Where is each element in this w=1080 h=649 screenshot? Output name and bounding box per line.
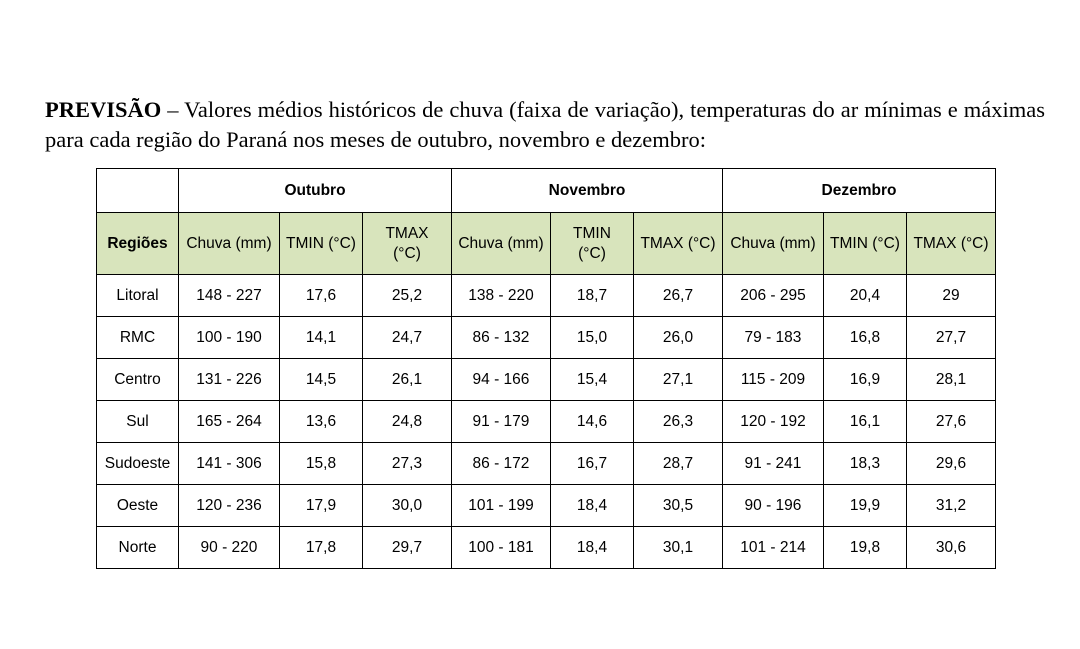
tmax-cell: 26,7 (634, 275, 723, 317)
tmin-cell: 16,9 (824, 359, 907, 401)
tmax-cell: 30,5 (634, 485, 723, 527)
chuva-cell: 90 - 196 (723, 485, 824, 527)
chuva-cell: 79 - 183 (723, 317, 824, 359)
table-row (97, 443, 996, 485)
chuva-cell: 94 - 166 (452, 359, 551, 401)
region-cell: Oeste (97, 485, 179, 527)
month-header-outubro: Outubro (179, 169, 452, 213)
table-row (97, 401, 996, 443)
tmax-cell: 25,2 (363, 275, 452, 317)
tmax-cell: 30,6 (907, 527, 996, 569)
tmax-cell: 27,3 (363, 443, 452, 485)
tmax-cell: 29 (907, 275, 996, 317)
chuva-cell: 91 - 241 (723, 443, 824, 485)
tmax-cell: 28,7 (634, 443, 723, 485)
tmin-cell: 14,5 (280, 359, 363, 401)
intro-text: – Valores médios históricos de chuva (faixa de variação), temperaturas do ar mínimas e máximas para cada região do Paraná nos meses de outubro, novembro e dezembro: (45, 96, 1045, 152)
column-header-row (97, 213, 996, 275)
tmin-cell: 18,4 (551, 527, 634, 569)
region-cell: Litoral (97, 275, 179, 317)
chuva-cell: 86 - 132 (452, 317, 551, 359)
chuva-cell: 101 - 199 (452, 485, 551, 527)
table-row (97, 359, 996, 401)
col-header-tmin: TMIN (°C) (551, 213, 634, 275)
region-cell: Sul (97, 401, 179, 443)
tmax-cell: 29,7 (363, 527, 452, 569)
tmax-cell: 24,8 (363, 401, 452, 443)
tmax-cell: 27,7 (907, 317, 996, 359)
region-cell: Sudoeste (97, 443, 179, 485)
col-header-tmin: TMIN (°C) (824, 213, 907, 275)
tmax-cell: 24,7 (363, 317, 452, 359)
col-header-tmax: TMAX (°C) (907, 213, 996, 275)
region-cell: Norte (97, 527, 179, 569)
chuva-cell: 138 - 220 (452, 275, 551, 317)
table-row (97, 485, 996, 527)
tmin-cell: 17,8 (280, 527, 363, 569)
tmin-cell: 14,1 (280, 317, 363, 359)
tmax-cell: 27,1 (634, 359, 723, 401)
month-header-row (97, 169, 996, 213)
tmin-cell: 16,1 (824, 401, 907, 443)
region-cell: RMC (97, 317, 179, 359)
regions-header: Regiões (97, 213, 179, 275)
chuva-cell: 120 - 236 (179, 485, 280, 527)
chuva-cell: 115 - 209 (723, 359, 824, 401)
month-header-dezembro: Dezembro (723, 169, 996, 213)
chuva-cell: 86 - 172 (452, 443, 551, 485)
chuva-cell: 101 - 214 (723, 527, 824, 569)
tmax-cell: 26,3 (634, 401, 723, 443)
chuva-cell: 165 - 264 (179, 401, 280, 443)
tmin-cell: 18,7 (551, 275, 634, 317)
tmax-cell: 26,0 (634, 317, 723, 359)
tmax-cell: 26,1 (363, 359, 452, 401)
chuva-cell: 148 - 227 (179, 275, 280, 317)
tmin-cell: 19,8 (824, 527, 907, 569)
table-row (97, 317, 996, 359)
table-row (97, 275, 996, 317)
intro-lead: PREVISÃO (45, 96, 162, 122)
tmax-cell: 28,1 (907, 359, 996, 401)
chuva-cell: 120 - 192 (723, 401, 824, 443)
tmin-cell: 14,6 (551, 401, 634, 443)
chuva-cell: 131 - 226 (179, 359, 280, 401)
table-row (97, 527, 996, 569)
chuva-cell: 100 - 190 (179, 317, 280, 359)
col-header-chuva: Chuva (mm) (723, 213, 824, 275)
corner-cell (97, 169, 179, 213)
region-cell: Centro (97, 359, 179, 401)
chuva-cell: 91 - 179 (452, 401, 551, 443)
col-header-tmin: TMIN (°C) (280, 213, 363, 275)
col-header-tmax: TMAX (°C) (634, 213, 723, 275)
tmin-cell: 20,4 (824, 275, 907, 317)
month-header-novembro: Novembro (452, 169, 723, 213)
tmin-cell: 19,9 (824, 485, 907, 527)
col-header-tmax: TMAX (°C) (363, 213, 452, 275)
tmin-cell: 13,6 (280, 401, 363, 443)
tmax-cell: 27,6 (907, 401, 996, 443)
forecast-table (96, 168, 996, 569)
tmin-cell: 17,9 (280, 485, 363, 527)
col-header-chuva: Chuva (mm) (179, 213, 280, 275)
chuva-cell: 90 - 220 (179, 527, 280, 569)
tmax-cell: 30,0 (363, 485, 452, 527)
tmin-cell: 17,6 (280, 275, 363, 317)
tmin-cell: 15,8 (280, 443, 363, 485)
tmin-cell: 18,4 (551, 485, 634, 527)
tmin-cell: 16,7 (551, 443, 634, 485)
tmin-cell: 15,0 (551, 317, 634, 359)
tmax-cell: 31,2 (907, 485, 996, 527)
tmax-cell: 30,1 (634, 527, 723, 569)
tmax-cell: 29,6 (907, 443, 996, 485)
chuva-cell: 100 - 181 (452, 527, 551, 569)
col-header-chuva: Chuva (mm) (452, 213, 551, 275)
tmin-cell: 16,8 (824, 317, 907, 359)
tmin-cell: 15,4 (551, 359, 634, 401)
chuva-cell: 141 - 306 (179, 443, 280, 485)
tmin-cell: 18,3 (824, 443, 907, 485)
chuva-cell: 206 - 295 (723, 275, 824, 317)
intro-paragraph (45, 95, 1045, 155)
